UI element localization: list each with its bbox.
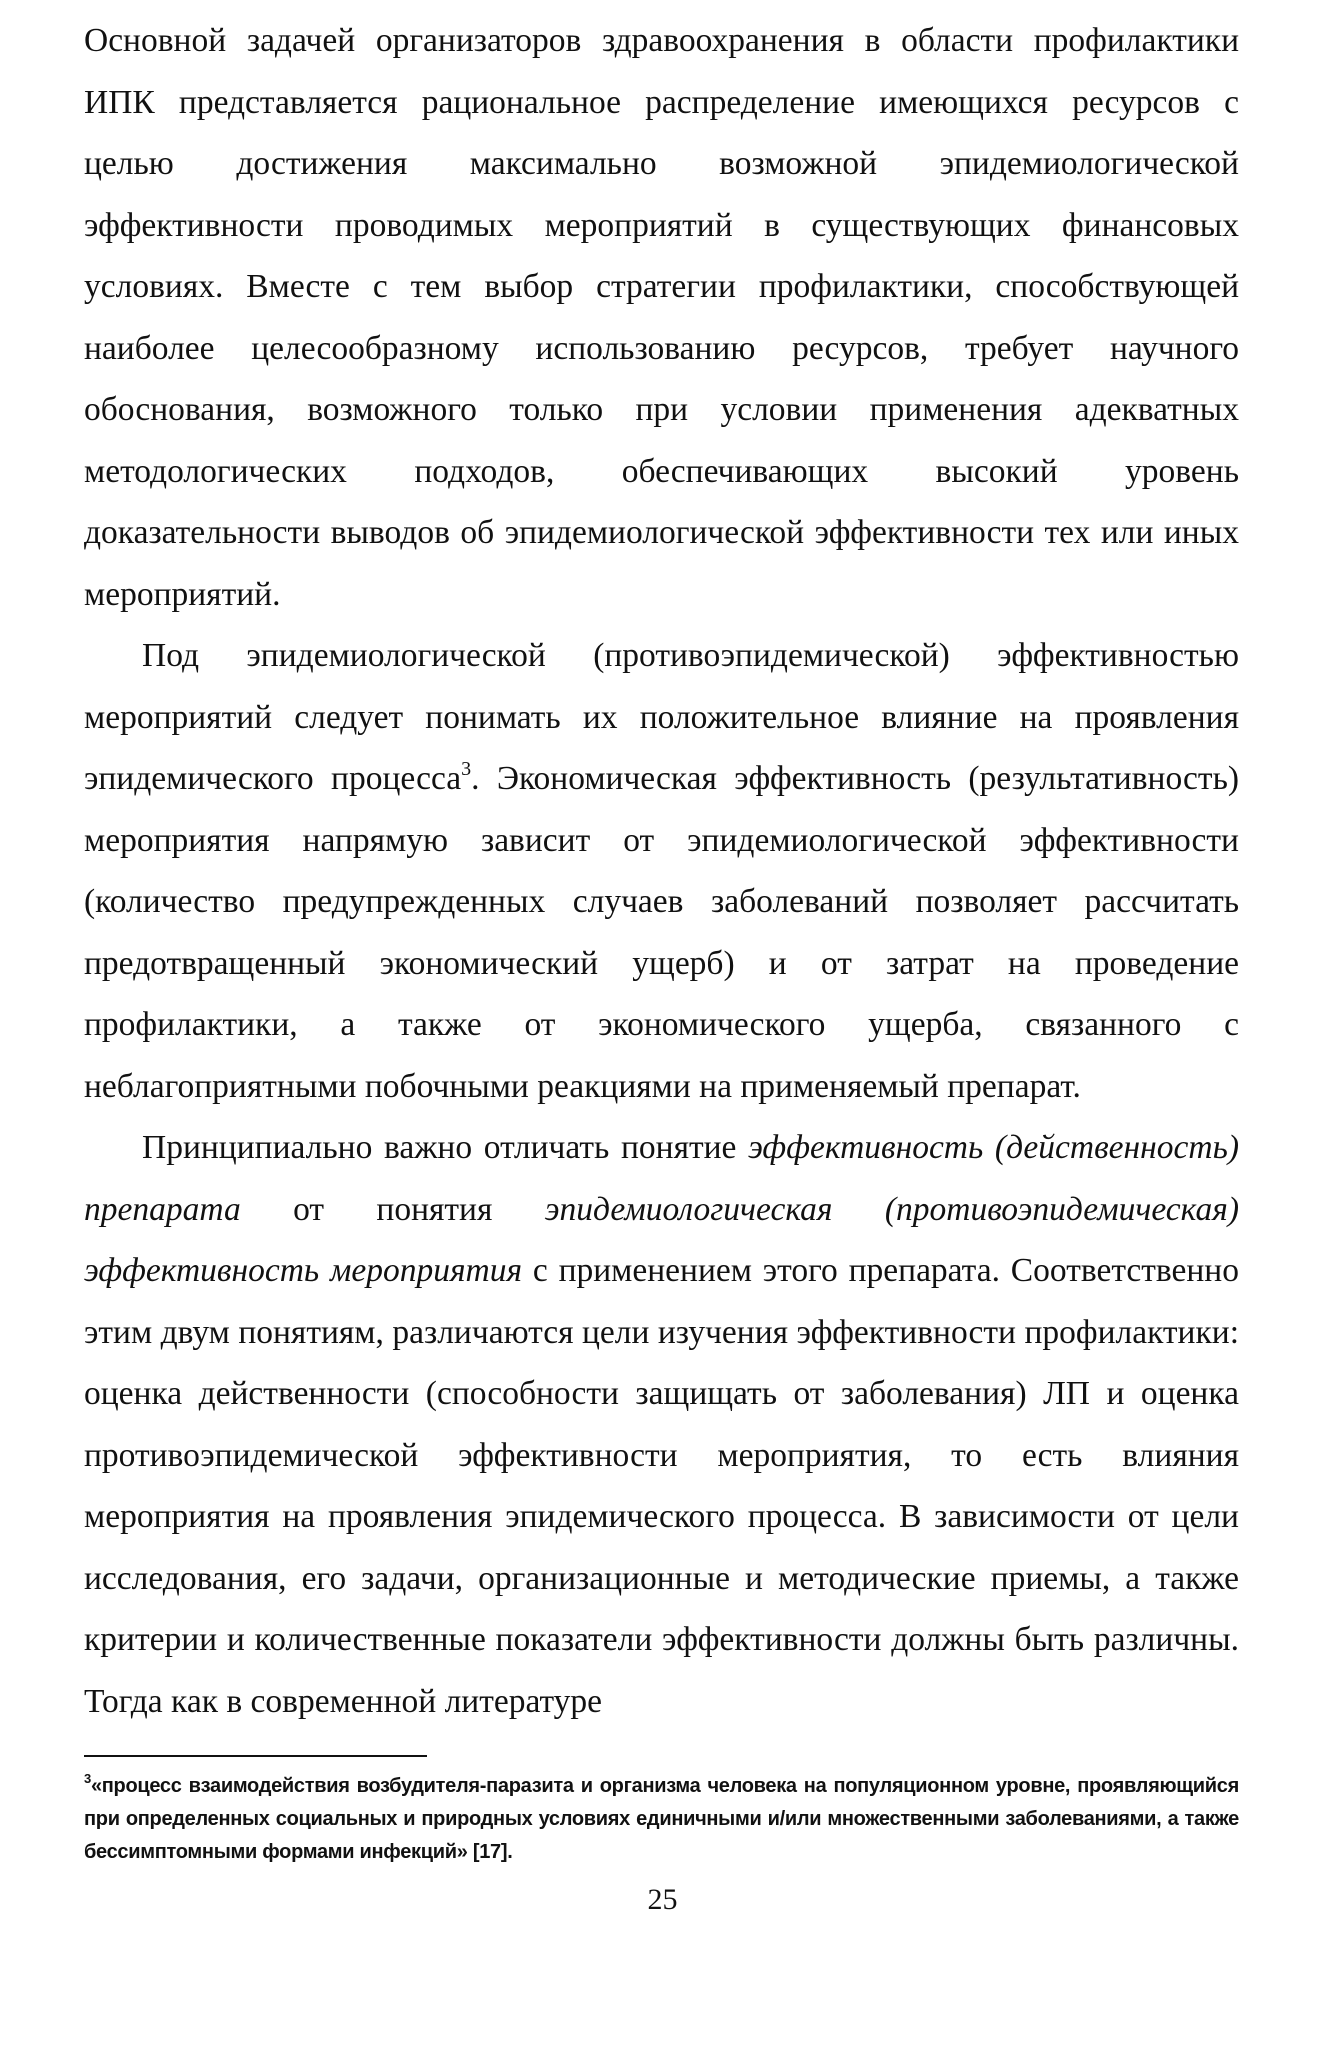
paragraph-1 [84, 10, 1239, 625]
footnote-divider [84, 1755, 427, 1757]
paragraph-2-text-end: . Экономическая эффективность (результативность) мероприятия напрямую зависит от эпидемиологической эффективности (количество предупрежденных случаев заболеваний позволяет рассчитать предотвращенный экономический ущерб) и от затрат на проведение профилактики, а также от экономического ущерба, связанного с неблагоприятными побочными реакциями на применяемый препарат. [84, 760, 1239, 1105]
page-number: 25 [647, 1883, 678, 1916]
footnote-text: «процесс взаимодействия возбудителя-паразита и организма человека на популяционном уровне, проявляющийся при определенных социальных и природных условиях единичными и/или множественными заболеваниями, а также бессимптомными формами инфекций» [17]. [84, 1775, 1239, 1863]
paragraph-3-text-1: Принципиально важно отличать понятие [142, 1129, 749, 1166]
footnote [84, 1770, 1239, 1869]
paragraph-2-text-start: Под эпидемиологической (противоэпидемической) эффективностью мероприятий следует понимать их положительное влияние на проявления эпидемического процесса [84, 637, 1239, 797]
paragraph-3-text-2: от понятия [240, 1190, 545, 1228]
term-epidemiological-effectiveness: эпидемиологическая (противоэпидемическая) эффективность мероприятия [84, 1190, 1239, 1289]
footnote-mark: 3 [84, 1771, 91, 1786]
term-drug-effectiveness: эффективность (действенность) препарата [84, 1129, 1239, 1228]
paragraph-3-text-3: с применением этого препарата. Соответственно этим двум понятиям, различаются цели изучения эффективности профилактики: оценка действенности (способности защищать от заболевания) ЛП и оценка противоэпидемической эффективности мероприятия, то есть влияния мероприятия на проявления эпидемического процесса. В зависимости от цели исследования, его задачи, организационные и методические приемы, а также критерии и количественные показатели эффективности должны быть различны. Тогда как в современной литературе [84, 1252, 1239, 1720]
paragraph-1-text: Основной задачей организаторов здравоохранения в области профилактики ИПК представляется рациональное распределение имеющихся ресурсов с целью достижения максимально возможной эпидемиологической эффективности проводимых мероприятий в существующих финансовых условиях. Вместе с тем выбор стратегии профилактики, способствующей наиболее целесообразному использованию ресурсов, требует научного обоснования, возможного только при условии применения адекватных методологических подходов, обеспечивающих высокий уровень доказательности выводов об эпидемиологической эффективности тех или иных мероприятий. [84, 22, 1239, 613]
paragraph-2 [84, 625, 1239, 1117]
footnote-reference-mark[interactable]: 3 [461, 758, 472, 780]
paragraph-3 [84, 1117, 1239, 1732]
